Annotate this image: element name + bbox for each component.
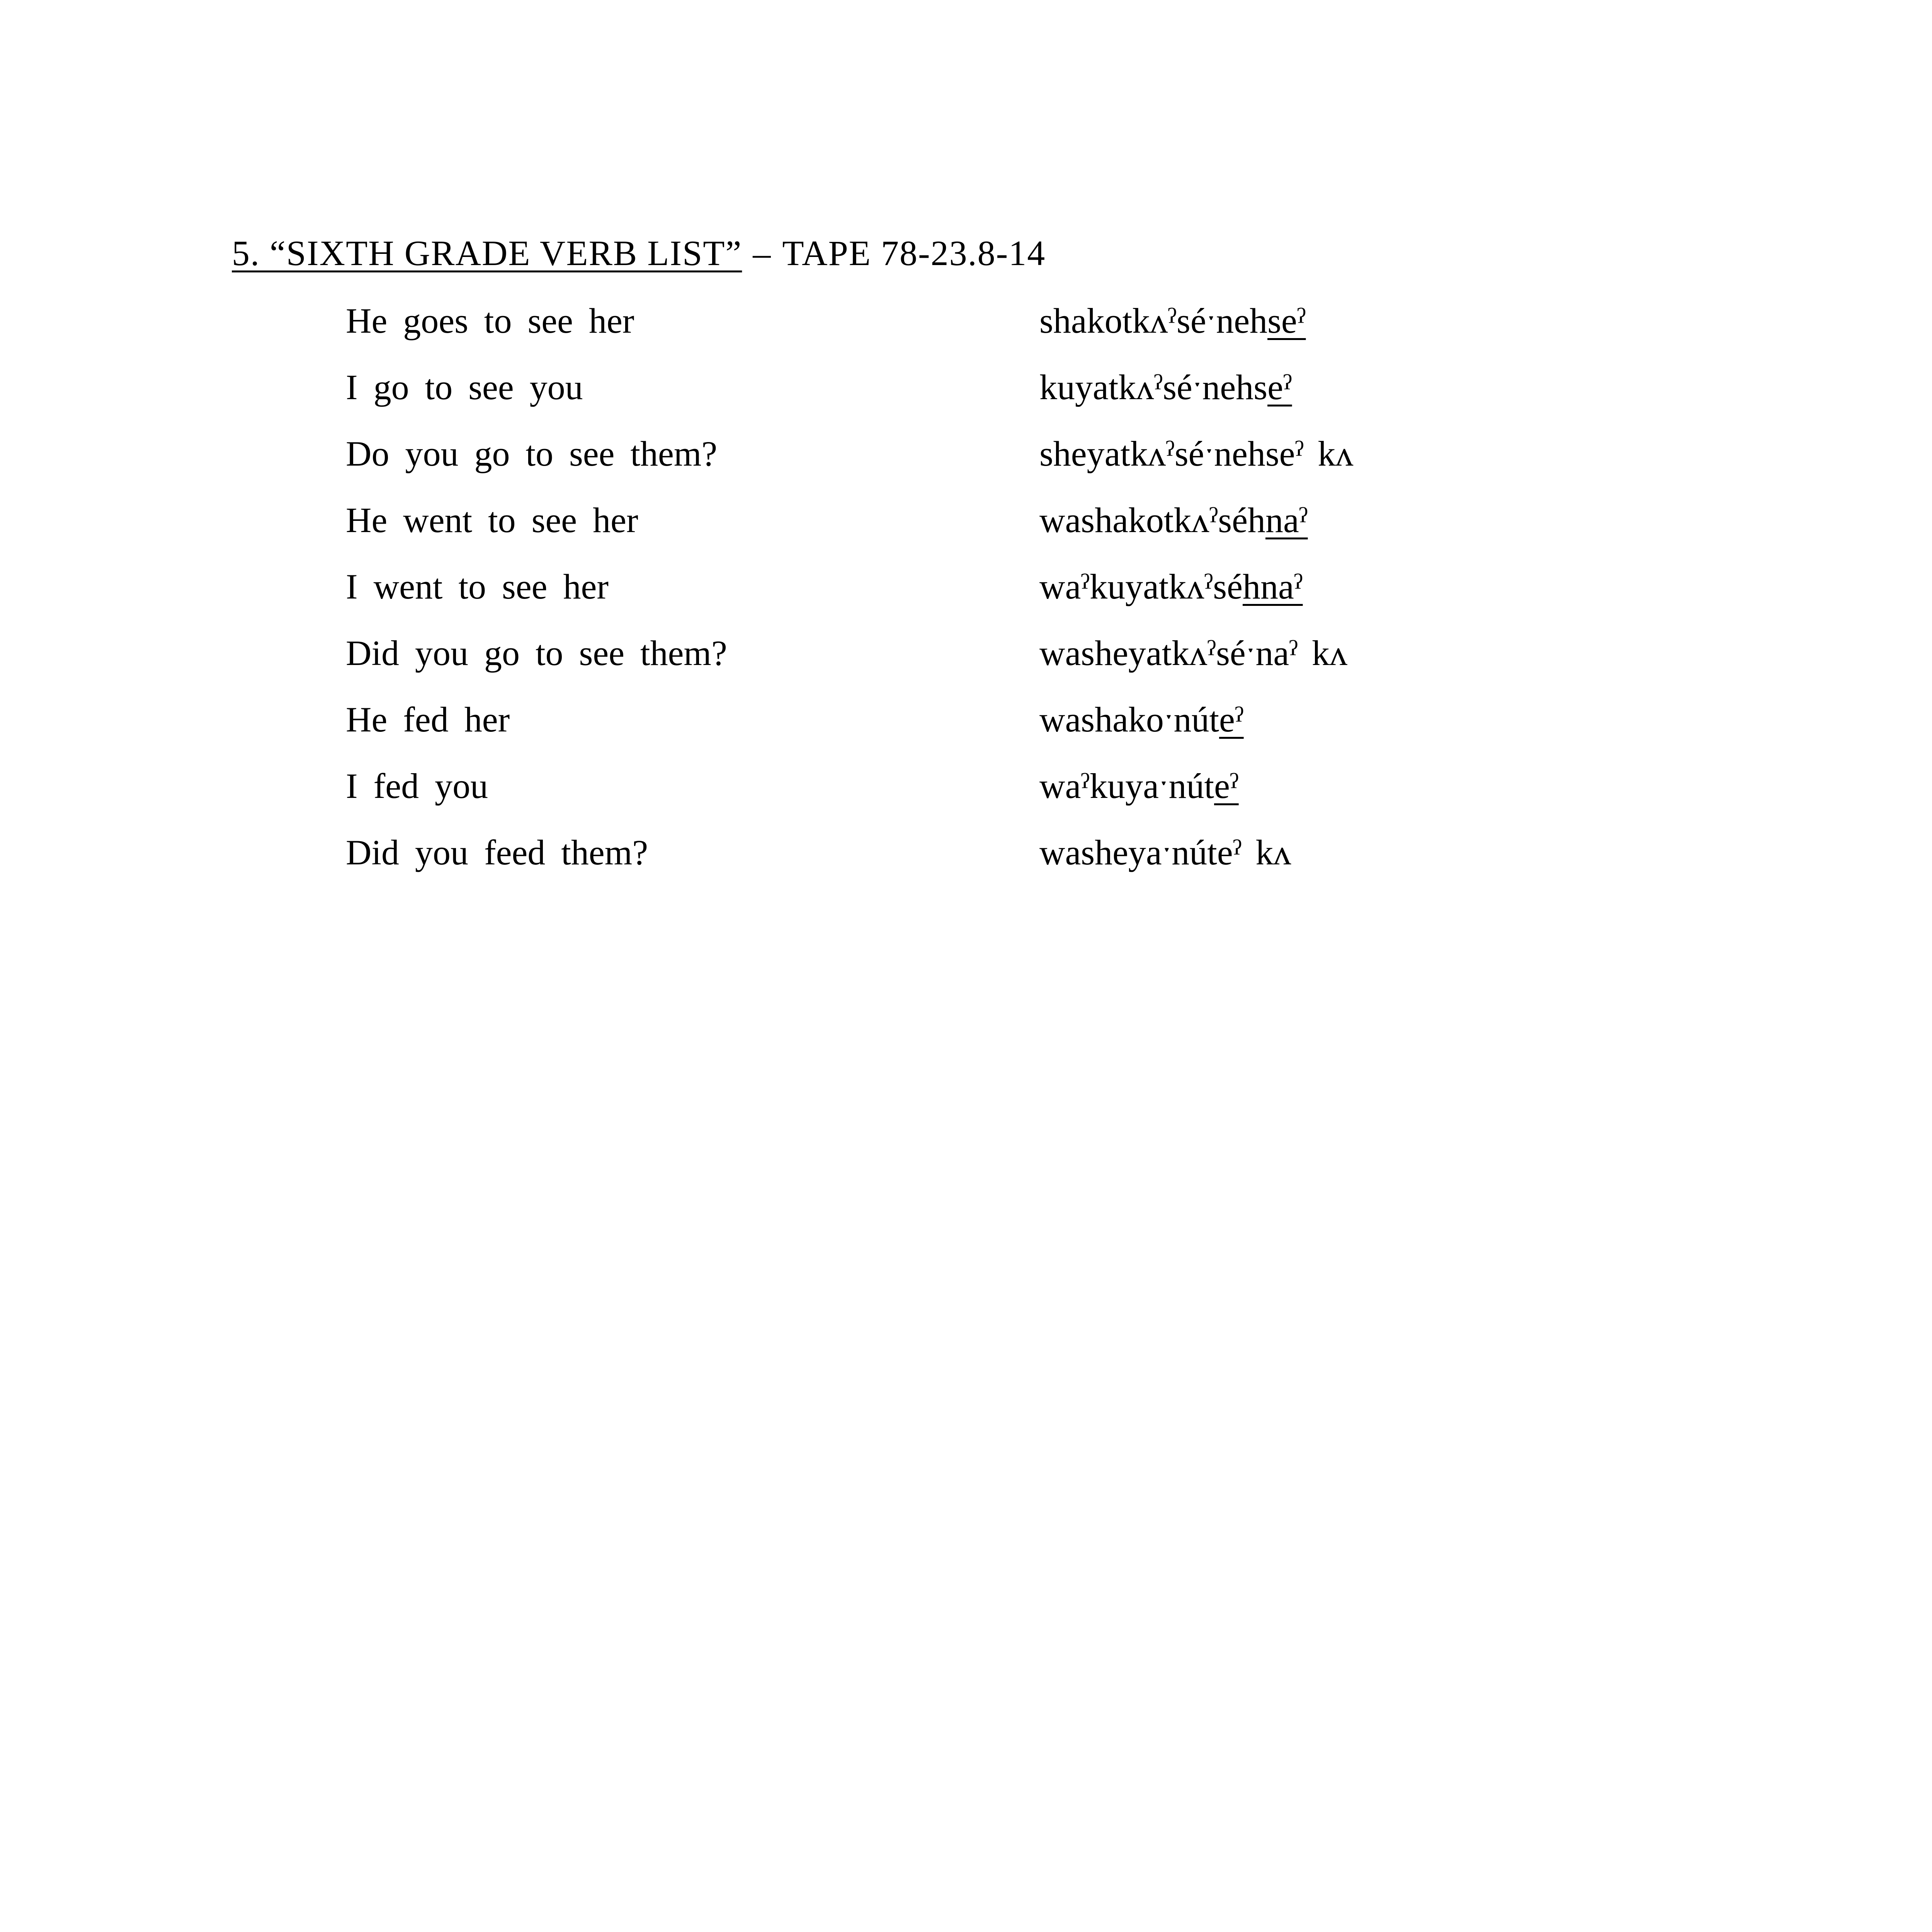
english-phrase: He went to see her	[346, 500, 638, 540]
section-title: 5. “SIXTH GRADE VERB LIST”	[232, 233, 742, 273]
list-item	[0, 761, 1932, 811]
list-item	[0, 827, 1932, 878]
tape-reference: TAPE 78-23.8-14	[782, 233, 1046, 273]
mohawk-phrase: shakotkʌˀséˑnehseˀ	[1039, 301, 1306, 340]
english-phrase: I fed you	[346, 766, 488, 806]
list-item	[0, 429, 1932, 479]
mohawk-phrase: washeyatkʌˀséˑnaˀ kʌ	[1039, 633, 1347, 673]
english-phrase: I went to see her	[346, 567, 609, 606]
english-phrase: Do you go to see them?	[346, 434, 718, 473]
english-phrase: He fed her	[346, 700, 510, 739]
list-item	[0, 296, 1932, 346]
english-phrase: Did you feed them?	[346, 833, 648, 872]
english-phrase: I go to see you	[346, 367, 583, 407]
mohawk-phrase: kuyatkʌˀséˑnehseˀ	[1039, 367, 1292, 407]
list-item	[0, 495, 1932, 545]
mohawk-phrase: sheyatkʌˀséˑnehseˀ kʌ	[1039, 434, 1354, 473]
mohawk-phrase: waˀkuyaˑnúteˀ	[1039, 766, 1239, 806]
mohawk-phrase: washakoˑnúteˀ	[1039, 700, 1244, 739]
list-item	[0, 362, 1932, 412]
mohawk-phrase: washeyaˑnúteˀ kʌ	[1039, 833, 1291, 872]
english-phrase: Did you go to see them?	[346, 633, 727, 673]
mohawk-phrase: waˀkuyatkʌˀséhnaˀ	[1039, 567, 1303, 606]
list-item	[0, 561, 1932, 612]
list-item	[0, 628, 1932, 678]
heading-separator: –	[753, 233, 772, 273]
list-item	[0, 694, 1932, 745]
english-phrase: He goes to see her	[346, 301, 634, 340]
section-heading	[232, 228, 1046, 278]
mohawk-phrase: washakotkʌˀséhnaˀ	[1039, 500, 1308, 540]
